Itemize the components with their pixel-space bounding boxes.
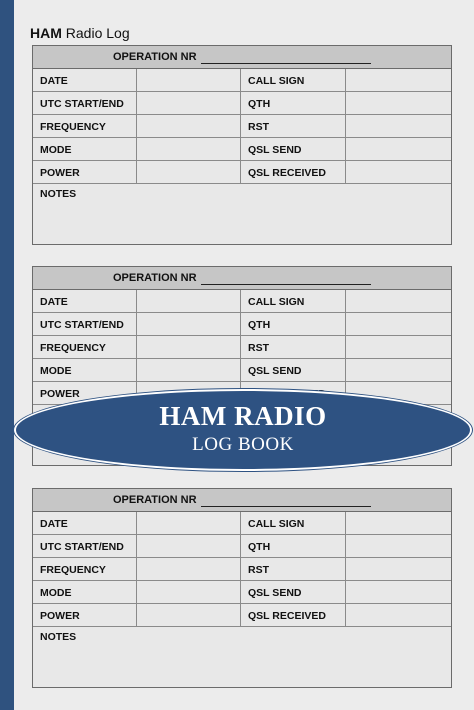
banner-subtitle: LOG BOOK xyxy=(192,434,294,455)
field-label: QTH xyxy=(241,535,346,557)
operation-number-line[interactable] xyxy=(201,506,371,507)
field-label: MODE xyxy=(33,359,137,381)
field-value[interactable] xyxy=(137,581,241,603)
log-entry-3 xyxy=(32,488,452,688)
table-row xyxy=(33,92,451,115)
field-value[interactable] xyxy=(137,336,241,358)
field-value[interactable] xyxy=(346,604,451,626)
table-row xyxy=(33,161,451,184)
field-label: UTC START/END xyxy=(33,313,137,335)
banner-title: HAM RADIO xyxy=(159,401,327,431)
field-value[interactable] xyxy=(137,535,241,557)
operation-label: OPERATION NR xyxy=(113,51,197,63)
log-entry-1 xyxy=(32,45,452,245)
field-value[interactable] xyxy=(346,290,451,312)
field-value[interactable] xyxy=(346,69,451,91)
table-row xyxy=(33,359,451,382)
field-value[interactable] xyxy=(346,115,451,137)
field-label: DATE xyxy=(33,69,137,91)
notes-area[interactable] xyxy=(33,184,451,244)
table-row xyxy=(33,604,451,627)
operation-header xyxy=(33,489,451,512)
table-row xyxy=(33,336,451,359)
field-value[interactable] xyxy=(137,558,241,580)
field-label: CALL SIGN xyxy=(241,290,346,312)
field-label: QSL RECEIVED xyxy=(241,161,346,183)
field-label: UTC START/END xyxy=(33,535,137,557)
page-title xyxy=(30,25,130,41)
field-label: QTH xyxy=(241,92,346,114)
operation-number-line[interactable] xyxy=(201,284,371,285)
field-label: QSL SEND xyxy=(241,359,346,381)
field-value[interactable] xyxy=(137,290,241,312)
table-row xyxy=(33,581,451,604)
field-value[interactable] xyxy=(137,161,241,183)
field-value[interactable] xyxy=(346,161,451,183)
notes-label: NOTES xyxy=(40,631,77,643)
page-title-rest: Radio Log xyxy=(65,25,130,41)
field-value[interactable] xyxy=(346,512,451,534)
field-label: FREQUENCY xyxy=(33,336,137,358)
field-value[interactable] xyxy=(346,558,451,580)
notes-label: NOTES xyxy=(40,188,77,200)
page-title-bold: HAM xyxy=(30,25,62,41)
field-label: CALL SIGN xyxy=(241,69,346,91)
field-label: DATE xyxy=(33,290,137,312)
field-label: POWER xyxy=(33,382,137,404)
field-label: POWER xyxy=(33,161,137,183)
field-label: QTH xyxy=(241,313,346,335)
field-value[interactable] xyxy=(137,92,241,114)
table-row xyxy=(33,512,451,535)
field-label: CALL SIGN xyxy=(241,512,346,534)
table-row xyxy=(33,535,451,558)
table-row xyxy=(33,69,451,92)
table-row xyxy=(33,558,451,581)
operation-number-line[interactable] xyxy=(201,63,371,64)
field-label: UTC START/END xyxy=(33,92,137,114)
field-label: FREQUENCY xyxy=(33,558,137,580)
field-value[interactable] xyxy=(137,512,241,534)
field-value[interactable] xyxy=(346,336,451,358)
field-label: DATE xyxy=(33,512,137,534)
table-row xyxy=(33,138,451,161)
field-value[interactable] xyxy=(346,92,451,114)
field-value[interactable] xyxy=(346,138,451,160)
book-spine xyxy=(0,0,14,710)
operation-header xyxy=(33,267,451,290)
field-value[interactable] xyxy=(137,138,241,160)
field-value[interactable] xyxy=(346,359,451,381)
field-label: POWER xyxy=(33,604,137,626)
field-label: QSL SEND xyxy=(241,138,346,160)
field-label: QSL SEND xyxy=(241,581,346,603)
title-banner xyxy=(14,389,472,471)
field-label: RST xyxy=(241,336,346,358)
field-label: RST xyxy=(241,558,346,580)
operation-header xyxy=(33,46,451,69)
field-value[interactable] xyxy=(346,535,451,557)
field-value[interactable] xyxy=(137,115,241,137)
field-value[interactable] xyxy=(137,313,241,335)
field-value[interactable] xyxy=(346,313,451,335)
notes-area[interactable] xyxy=(33,627,451,687)
field-label: FREQUENCY xyxy=(33,115,137,137)
field-label: MODE xyxy=(33,138,137,160)
table-row xyxy=(33,313,451,336)
field-label: RST xyxy=(241,115,346,137)
operation-label: OPERATION NR xyxy=(113,494,197,506)
field-value[interactable] xyxy=(137,604,241,626)
field-label: QSL RECEIVED xyxy=(241,604,346,626)
field-value[interactable] xyxy=(137,69,241,91)
field-label: MODE xyxy=(33,581,137,603)
operation-label: OPERATION NR xyxy=(113,272,197,284)
field-value[interactable] xyxy=(137,359,241,381)
table-row xyxy=(33,290,451,313)
field-value[interactable] xyxy=(346,581,451,603)
table-row xyxy=(33,115,451,138)
